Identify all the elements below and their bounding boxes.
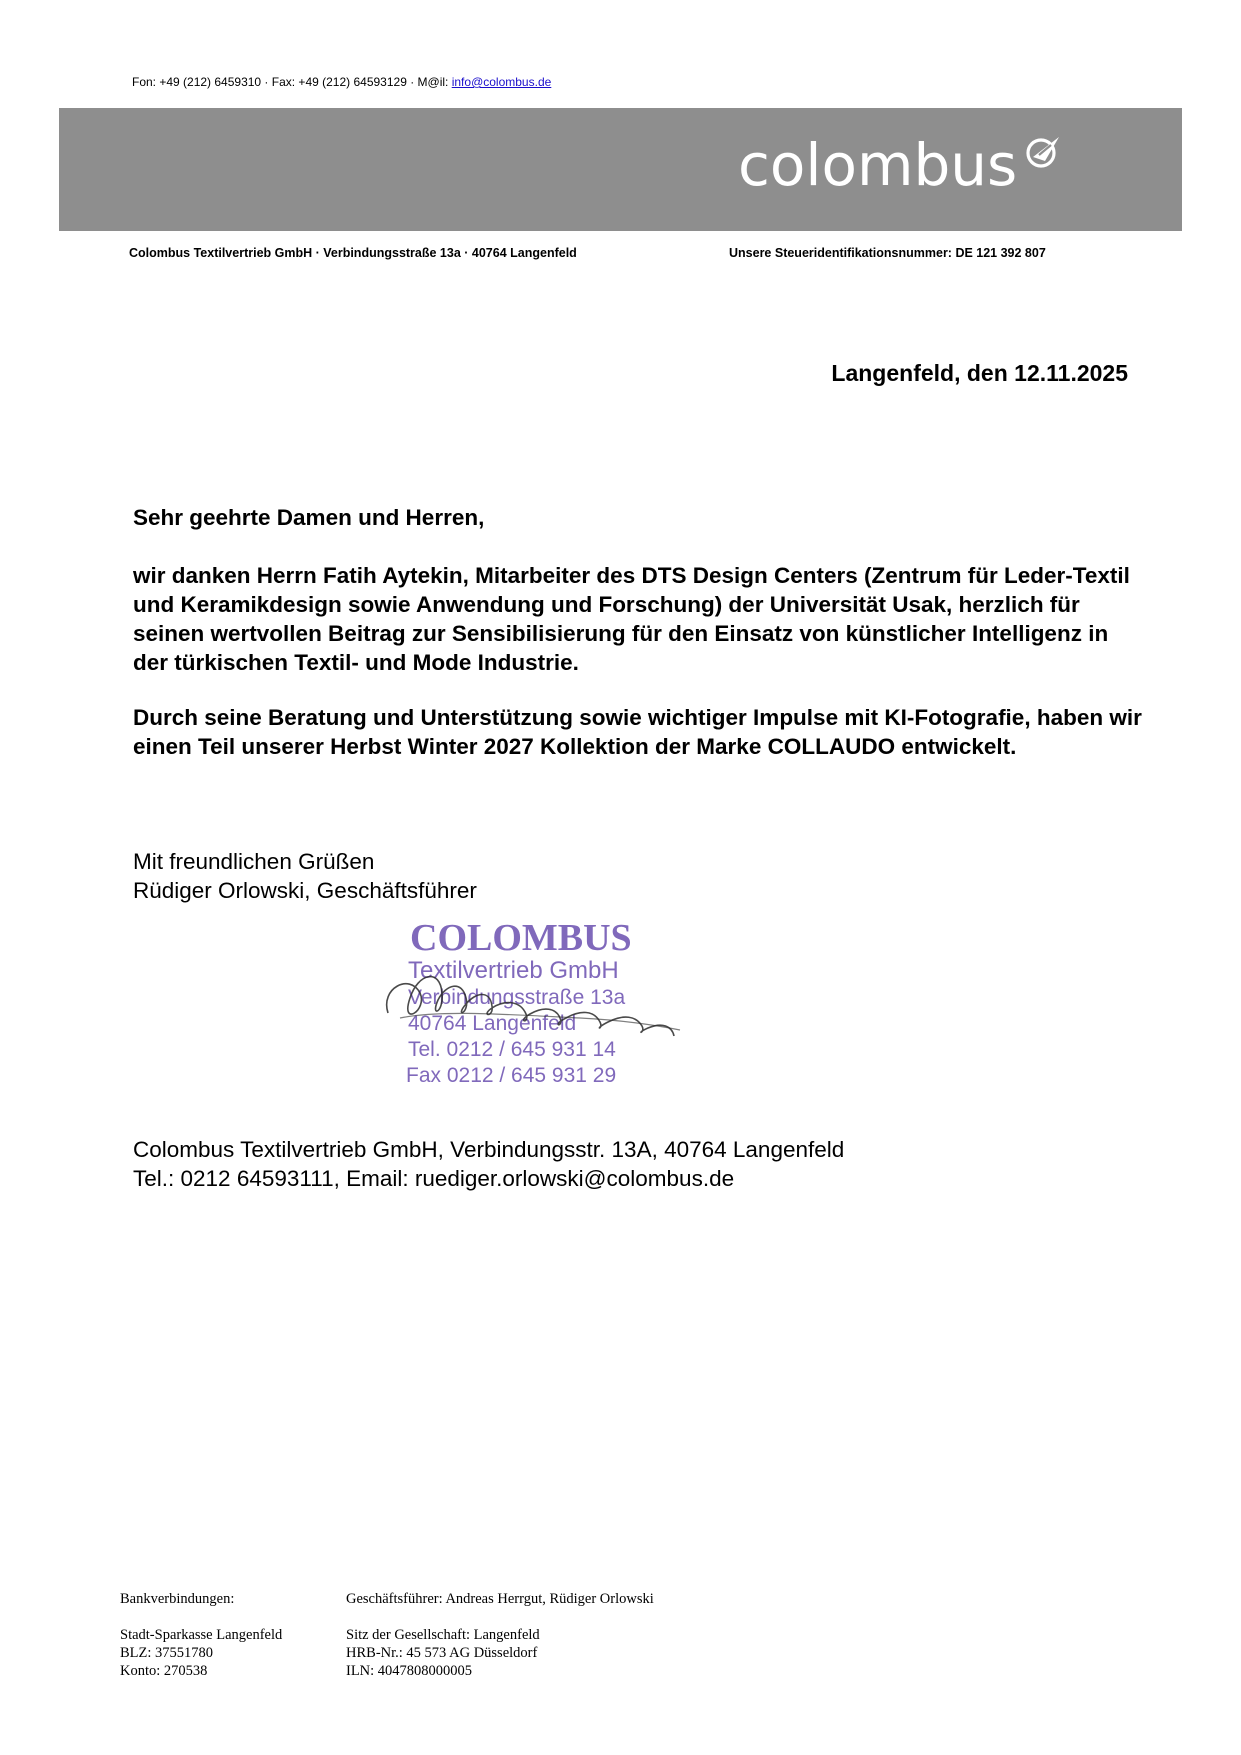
sender-contact: Tel.: 0212 64593111, Email: ruediger.orlowski@colombus.de [133, 1166, 735, 1191]
tax-id: Unsere Steueridentifikationsnummer: DE 121 392 807 [729, 246, 1046, 260]
footer-managers: Geschäftsführer: Andreas Herrgut, Rüdiger Orlowski [346, 1591, 654, 1607]
signatory-name: Rüdiger Orlowski, Geschäftsführer [133, 878, 477, 903]
footer-blz: BLZ: 37551780 [120, 1645, 214, 1661]
letter-date: Langenfeld, den 12.11.2025 [831, 360, 1128, 386]
logo-text: colombus [738, 131, 1018, 199]
closing-greeting: Mit freundlichen Grüßen [133, 849, 375, 874]
footer-iln: ILN: 4047808000005 [346, 1663, 473, 1679]
footer-konto: Konto: 270538 [120, 1663, 208, 1679]
footer-company-details [346, 1590, 654, 1680]
company-address: Colombus Textilvertrieb GmbH · Verbindungsstraße 13a · 40764 Langenfeld [129, 246, 577, 260]
logo-compass-icon [1023, 131, 1063, 171]
footer-seat: Sitz der Gesellschaft: Langenfeld [346, 1627, 540, 1643]
stamp-line-4: 40764 Langenfeld [408, 1012, 577, 1035]
stamp-line-1: COLOMBUS [410, 918, 632, 959]
company-stamp [380, 918, 710, 1098]
footer-bank-details [120, 1590, 282, 1680]
header-contact-line [132, 75, 551, 89]
footer-bank-name: Stadt-Sparkasse Langenfeld [120, 1627, 283, 1643]
salutation: Sehr geehrte Damen und Herren, [133, 505, 485, 530]
footer-hrb: HRB-Nr.: 45 573 AG Düsseldorf [346, 1645, 538, 1661]
paragraph-thanks: wir danken Herrn Fatih Aytekin, Mitarbeiter des DTS Design Centers (Zentrum für Leder-Textil und Keramikdesign sowie Anwendung und Forschung) der Universität Usak, herzlich für seinen wertvollen Beitrag zur Sensibilisierung für den Einsatz von künstlicher Intelligenz in der türkischen Textil- und Mode Industrie. [133, 563, 1130, 675]
stamp-line-2: Textilvertrieb GmbH [408, 957, 619, 984]
company-logo [738, 130, 1063, 200]
stamp-line-5: Tel. 0212 / 645 931 14 [408, 1038, 616, 1061]
paragraph-collection: Durch seine Beratung und Unterstützung sowie wichtiger Impulse mit KI-Fotografie, haben wir einen Teil unserer Herbst Winter 2027 Kollektion der Marke COLLAUDO entwickelt. [133, 705, 1142, 759]
contact-text: Fon: +49 (212) 6459310 · Fax: +49 (212) 64593129 · M@il: [132, 75, 452, 89]
sender-address-block [133, 1135, 844, 1193]
stamp-line-3: Verbindungsstraße 13a [408, 986, 626, 1009]
closing-block [133, 847, 477, 905]
sender-address: Colombus Textilvertrieb GmbH, Verbindungsstr. 13A, 40764 Langenfeld [133, 1137, 845, 1162]
email-link[interactable]: info@colombus.de [451, 75, 552, 89]
footer-bank-heading: Bankverbindungen: [120, 1591, 235, 1607]
stamp-line-6: Fax 0212 / 645 931 29 [406, 1064, 617, 1087]
